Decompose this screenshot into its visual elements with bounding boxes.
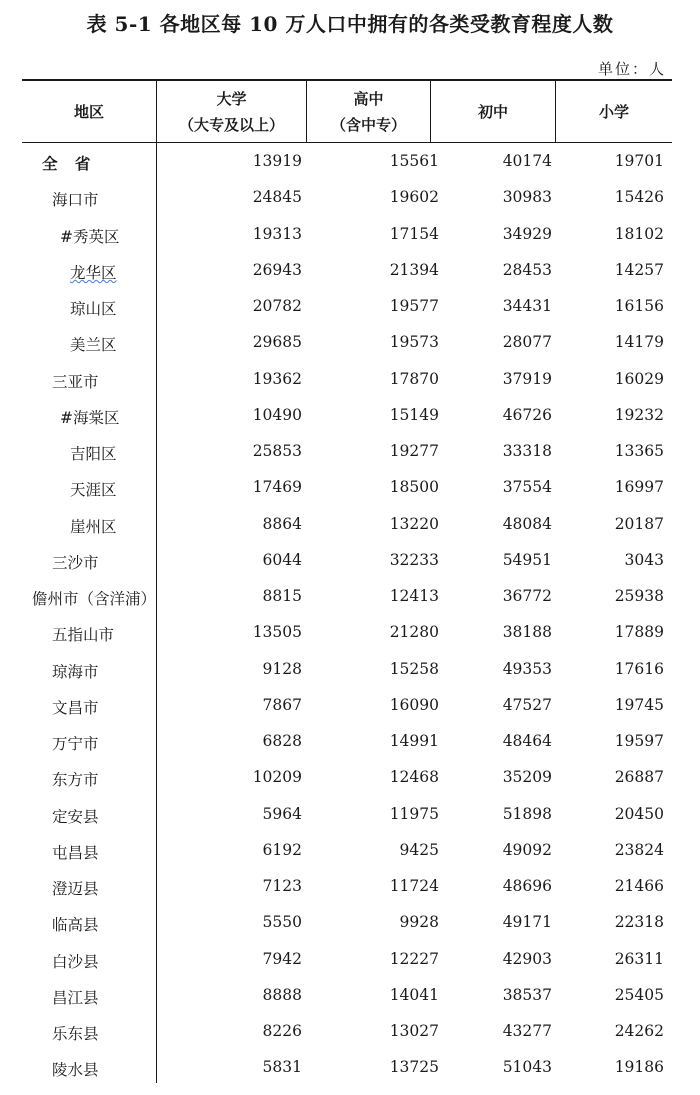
region-name: 五指山市 (52, 626, 115, 645)
table-row (22, 724, 672, 760)
junior-value: 30983 (502, 188, 552, 207)
region-name: 定安县 (52, 807, 99, 826)
table-row (22, 688, 672, 724)
region-name: 东方市 (52, 771, 99, 790)
highschool-value: 13220 (389, 514, 439, 533)
university-value: 7123 (262, 877, 302, 895)
highschool-value: 12468 (389, 768, 439, 787)
highschool-value: 16090 (389, 695, 439, 714)
highschool-value: 9425 (399, 840, 439, 859)
junior-value: 49092 (502, 840, 552, 859)
region-name: 美兰区 (70, 336, 117, 355)
junior-value: 36772 (502, 587, 552, 605)
primary-value: 17889 (614, 623, 664, 642)
table-row (22, 217, 672, 253)
table-title: 表 5-1 各地区每 10 万人口中拥有的各类受教育程度人数 (86, 12, 614, 36)
primary-value: 19597 (614, 732, 664, 750)
highschool-value: 12227 (389, 949, 439, 968)
region-name: 屯昌县 (52, 843, 99, 862)
highschool-value: 9928 (399, 913, 439, 932)
highschool-value: 15149 (389, 405, 439, 424)
junior-value: 28453 (502, 260, 552, 279)
primary-value: 20187 (614, 514, 664, 533)
region-name: 澄迈县 (52, 880, 99, 898)
region-name: 昌江县 (52, 988, 99, 1007)
region-name: 崖州区 (70, 517, 117, 536)
university-value: 17469 (252, 478, 302, 497)
table-row (22, 180, 672, 216)
highschool-value: 32233 (389, 550, 439, 569)
university-value: 9128 (262, 659, 302, 678)
table-row (22, 398, 672, 434)
region-name: 吉阳区 (70, 445, 117, 463)
highschool-value: 14041 (389, 985, 439, 1004)
university-value: 20782 (252, 297, 302, 315)
primary-value: 26311 (614, 949, 664, 968)
header-junior (431, 81, 555, 142)
table-row (22, 797, 672, 833)
highschool-value: 11724 (389, 877, 439, 895)
junior-value: 51898 (502, 804, 552, 823)
junior-value: 51043 (502, 1058, 552, 1077)
table-row (22, 833, 672, 869)
primary-value: 19232 (614, 405, 664, 424)
region-name: #海棠区 (60, 408, 120, 427)
university-value: 5831 (262, 1058, 302, 1077)
junior-value: 34431 (502, 297, 552, 315)
primary-value: 18102 (614, 224, 664, 243)
region-name: 白沙县 (52, 952, 99, 971)
highschool-value: 12413 (389, 587, 439, 605)
table-row (22, 869, 672, 905)
highschool-value: 15258 (389, 659, 439, 678)
junior-value: 35209 (502, 768, 552, 787)
university-value: 29685 (252, 333, 302, 352)
university-value: 5550 (262, 913, 302, 932)
university-value: 6044 (262, 550, 302, 569)
highschool-value: 19277 (389, 442, 439, 460)
highschool-value: 19577 (389, 297, 439, 315)
university-value: 13919 (252, 152, 302, 170)
highschool-value: 19602 (389, 188, 439, 207)
header-rule (22, 142, 672, 143)
junior-value: 28077 (502, 333, 552, 352)
highschool-value: 19573 (389, 333, 439, 352)
primary-value: 25938 (614, 587, 664, 605)
region-name: 天涯区 (70, 481, 117, 500)
header-highschool (307, 81, 430, 142)
region-name: 万宁市 (52, 735, 99, 753)
junior-value: 38537 (502, 985, 552, 1004)
university-value: 19313 (252, 224, 302, 243)
header-highschool-label: 高中 (353, 89, 384, 108)
header-junior-label: 初中 (477, 102, 508, 121)
table-row (22, 289, 672, 325)
region-name: 三沙市 (52, 553, 99, 572)
primary-value: 25405 (614, 985, 664, 1004)
junior-value: 37554 (502, 478, 552, 497)
region-name: 陵水县 (52, 1061, 99, 1080)
table-row (22, 144, 672, 180)
university-value: 6828 (262, 732, 302, 750)
primary-value: 21466 (614, 877, 664, 895)
table-row (22, 615, 672, 651)
highschool-value: 17154 (389, 224, 439, 243)
table-row (22, 1014, 672, 1050)
junior-value: 34929 (502, 224, 552, 243)
primary-value: 24262 (614, 1022, 664, 1040)
university-value: 7867 (262, 695, 302, 714)
junior-value: 48696 (502, 877, 552, 895)
header-primary (556, 81, 672, 142)
primary-value: 20450 (614, 804, 664, 823)
primary-value: 13365 (614, 442, 664, 460)
highschool-value: 18500 (389, 478, 439, 497)
header-primary-label: 小学 (598, 102, 629, 121)
junior-value: 54951 (502, 550, 552, 569)
header-region-label: 地区 (73, 102, 104, 121)
region-name: 琼海市 (52, 662, 99, 681)
primary-value: 19701 (614, 152, 664, 170)
junior-value: 47527 (502, 695, 552, 714)
table-row (22, 579, 672, 615)
university-value: 8864 (262, 514, 302, 533)
region-name: #秀英区 (60, 227, 120, 246)
highschool-value: 17870 (389, 369, 439, 388)
region-name: 全 省 (42, 154, 97, 173)
university-value: 19362 (252, 369, 302, 388)
table-row (22, 253, 672, 289)
table-row (22, 543, 672, 579)
primary-value: 22318 (614, 913, 664, 932)
university-value: 24845 (252, 188, 302, 207)
primary-value: 17616 (614, 659, 664, 678)
table-row (22, 325, 672, 361)
highschool-value: 14991 (389, 732, 439, 750)
primary-value: 3043 (624, 550, 664, 569)
region-name: 文昌市 (52, 698, 99, 717)
table-row (22, 470, 672, 506)
table-row (22, 905, 672, 941)
table-row (22, 362, 672, 398)
university-value: 5964 (262, 804, 302, 823)
junior-value: 40174 (502, 152, 552, 170)
junior-value: 42903 (502, 949, 552, 968)
university-value: 10209 (252, 768, 302, 787)
primary-value: 14257 (614, 260, 664, 279)
highschool-value: 15561 (389, 152, 439, 170)
header-university-sublabel: （大专及以上） (178, 115, 284, 134)
table-row (22, 978, 672, 1014)
table-row (22, 760, 672, 796)
region-name: 海口市 (52, 191, 99, 210)
table-row (22, 434, 672, 470)
region-name: 三亚市 (52, 372, 99, 391)
unit-label: 单位：人 (597, 60, 666, 78)
junior-value: 33318 (502, 442, 552, 460)
region-name: 乐东县 (52, 1025, 99, 1043)
university-value: 8815 (262, 587, 302, 605)
table-row (22, 1050, 672, 1086)
primary-value: 26887 (614, 768, 664, 787)
primary-value: 16029 (614, 369, 664, 388)
junior-value: 43277 (502, 1022, 552, 1040)
primary-value: 15426 (614, 188, 664, 207)
header-region (22, 81, 156, 142)
table-body (22, 144, 672, 1087)
highschool-value: 21280 (389, 623, 439, 642)
table-row (22, 652, 672, 688)
header-highschool-sublabel: （含中专） (330, 115, 406, 134)
region-name: 龙华区 (70, 263, 117, 282)
region-name: 琼山区 (70, 300, 117, 318)
header-university-label: 大学 (216, 89, 247, 108)
university-value: 26943 (252, 260, 302, 279)
highschool-value: 11975 (389, 804, 439, 823)
primary-value: 16997 (614, 478, 664, 497)
junior-value: 37919 (502, 369, 552, 388)
junior-value: 49353 (502, 659, 552, 678)
junior-value: 49171 (502, 913, 552, 932)
table-row (22, 507, 672, 543)
region-name: 临高县 (52, 916, 99, 935)
primary-value: 16156 (614, 297, 664, 315)
region-name: 儋州市（含洋浦） (32, 590, 157, 608)
university-value: 10490 (252, 405, 302, 424)
university-value: 6192 (262, 840, 302, 859)
highschool-value: 21394 (389, 260, 439, 279)
university-value: 25853 (252, 442, 302, 460)
highschool-value: 13027 (389, 1022, 439, 1040)
header-university (157, 81, 306, 142)
primary-value: 19186 (614, 1058, 664, 1077)
university-value: 7942 (262, 949, 302, 968)
university-value: 8226 (262, 1022, 302, 1040)
primary-value: 14179 (614, 333, 664, 352)
primary-value: 19745 (614, 695, 664, 714)
university-value: 8888 (262, 985, 302, 1004)
highschool-value: 13725 (389, 1058, 439, 1077)
junior-value: 38188 (502, 623, 552, 642)
junior-value: 46726 (502, 405, 552, 424)
primary-value: 23824 (614, 840, 664, 859)
table-row (22, 942, 672, 978)
junior-value: 48464 (502, 732, 552, 750)
university-value: 13505 (252, 623, 302, 642)
junior-value: 48084 (502, 514, 552, 533)
